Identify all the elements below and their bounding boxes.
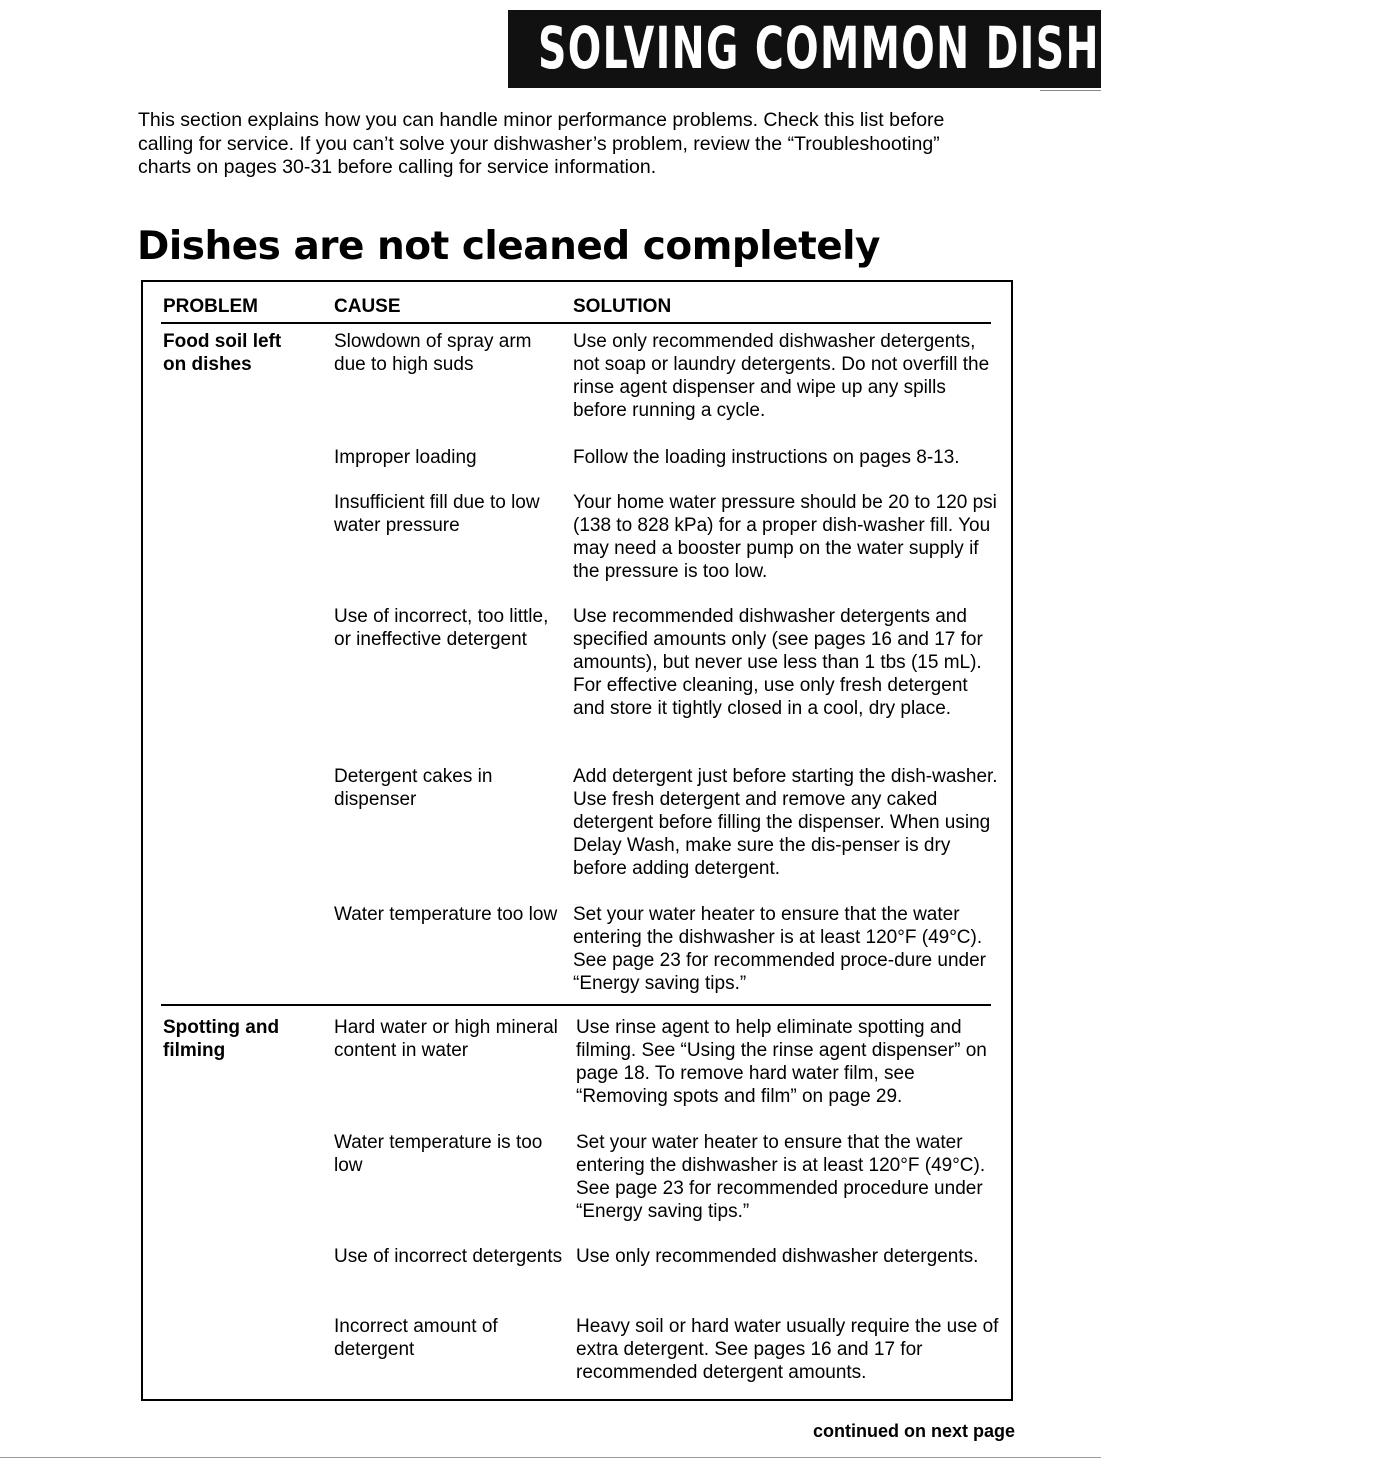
cause-cell: Improper loading — [334, 447, 477, 468]
column-header-problem: PROBLEM — [163, 296, 258, 317]
cause-cell: Insufficient fill due to low water pressure — [334, 492, 540, 536]
bottom-scan-line — [0, 1457, 1101, 1458]
cause-cell: Incorrect amount of detergent — [334, 1316, 498, 1360]
solution-cell: Set your water heater to ensure that the water entering the dishwasher is at least 120°F (49°C). See page 23 for recommended procedure under “Energy saving tips.” — [576, 1132, 986, 1222]
solution-cell: Follow the loading instructions on pages 8-13. — [573, 447, 960, 468]
cause-cell: Slowdown of spray arm due to high suds — [334, 331, 532, 375]
cause-cell: Use of incorrect detergents — [334, 1246, 563, 1267]
solution-cell: Add detergent just before starting the dish-washer. Use fresh detergent and remove any caked detergent before filling the dispenser. When using Delay Wash, make sure the dis-penser is dry before adding detergent. — [573, 766, 998, 879]
cause-cell: Water temperature too low — [334, 904, 558, 925]
header-rule — [1040, 90, 1101, 91]
page-header-title: SOLVING COMMON DISHWASHING PR — [538, 14, 1400, 82]
column-header-solution: SOLUTION — [573, 296, 672, 317]
problem-label-spotting: Spotting and filming — [163, 1017, 280, 1061]
solution-cell: Use recommended dishwasher detergents and specified amounts only (see pages 16 and 17 for amounts), but never use less than 1 tbs (15 mL). For effective cleaning, use only fresh detergent and store it tightly closed in a cool, dry place. — [573, 606, 983, 719]
header-divider — [161, 322, 991, 324]
problem-label-food-soil: Food soil left on dishes — [163, 331, 282, 375]
solution-cell: Set your water heater to ensure that the water entering the dishwasher is at least 120°F (49°C). See page 23 for recommended proce-dure under “Energy saving tips.” — [573, 904, 986, 994]
intro-paragraph: This section explains how you can handle minor performance problems. Check this list before calling for service. If you can’t solve your dishwasher’s problem, review the “Troubleshooting” charts on pages 30-31 before calling for service information. — [138, 109, 945, 178]
section-heading: Dishes are not cleaned completely — [137, 224, 880, 269]
solution-cell: Your home water pressure should be 20 to 120 psi (138 to 828 kPa) for a proper dish-washer fill. You may need a booster pump on the water supply if the pressure is too low. — [573, 492, 997, 582]
page-header-banner — [508, 10, 1400, 88]
cause-cell: Detergent cakes in dispenser — [334, 766, 493, 810]
cause-cell: Hard water or high mineral content in water — [334, 1017, 558, 1061]
solution-cell: Use rinse agent to help eliminate spotting and filming. See “Using the rinse agent dispenser” on page 18. To remove hard water film, see “Removing spots and film” on page 29. — [576, 1017, 987, 1107]
column-header-cause: CAUSE — [334, 296, 401, 317]
cause-cell: Water temperature is too low — [334, 1132, 543, 1176]
cause-cell: Use of incorrect, too little, or ineffective detergent — [334, 606, 549, 650]
solution-cell: Heavy soil or hard water usually require the use of extra detergent. See pages 16 and 17 for recommended detergent amounts. — [576, 1316, 999, 1383]
group-divider — [161, 1004, 991, 1006]
solution-cell: Use only recommended dishwasher detergents, not soap or laundry detergents. Do not overfill the rinse agent dispenser and wipe up any spills before running a cycle. — [573, 331, 990, 421]
solution-cell: Use only recommended dishwasher detergents. — [576, 1246, 979, 1267]
continued-note: continued on next page — [812, 1421, 1015, 1441]
